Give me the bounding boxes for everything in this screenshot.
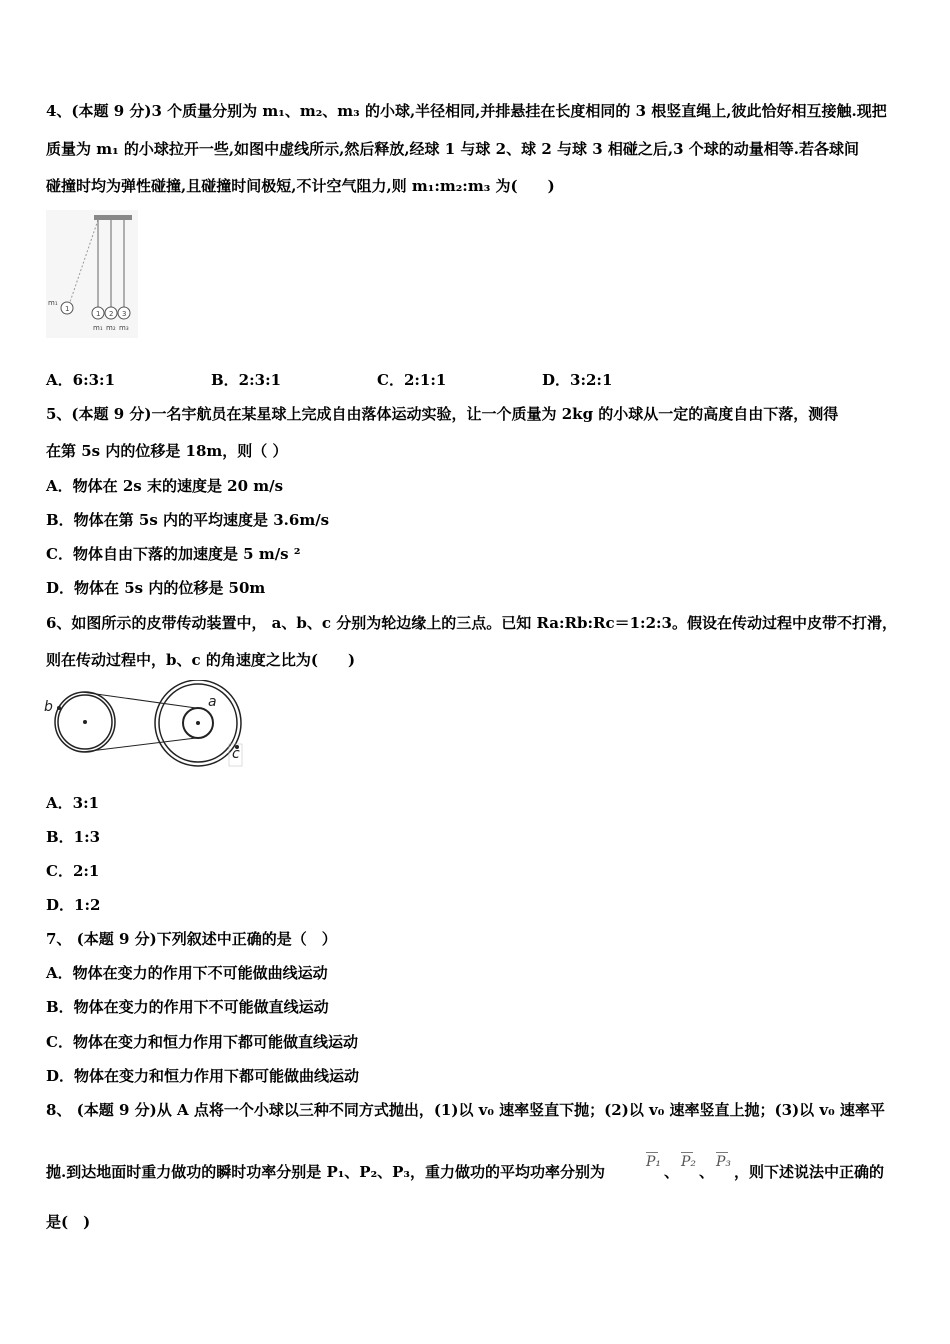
q4-option-a[interactable]: A．6:3:1 — [46, 371, 116, 389]
q4-line-1: 4、(本题 9 分)3 个质量分别为 m₁、m₂、m₃ 的小球,半径相同,并排悬挂在长度相同的 3 根竖直绳上,彼此恰好相互接触.现把 — [46, 102, 887, 120]
q6-line-1: 6、如图所示的皮带传动装置中， a、b、c 分别为轮边缘上的三点。已知 Ra:Rb:Rc＝1:2:3。假设在传动过程中皮带不打滑， — [46, 614, 897, 632]
mass-label-2: m₂ — [106, 324, 116, 332]
label-a: a — [208, 694, 217, 710]
q4-line-2: 质量为 m₁ 的小球拉开一些,如图中虚线所示,然后释放,经球 1 与球 2、球 2 与球 3 相碰之后,3 个球的动量相等.若各球间 — [46, 140, 859, 158]
q5-option-b[interactable]: B．物体在第 5s 内的平均速度是 3.6m/s — [46, 511, 330, 529]
q5-option-a[interactable]: A．物体在 2s 末的速度是 20 m/s — [46, 477, 284, 495]
q6-option-a[interactable]: A．3:1 — [46, 794, 100, 812]
ball-label-2: 2 — [109, 310, 114, 318]
q7-option-c[interactable]: C．物体在变力和恒力作用下都可能做直线运动 — [46, 1033, 358, 1051]
q4-line-3: 碰撞时均为弹性碰撞,且碰撞时间极短,不计空气阻力,则 m₁:m₂:m₃ 为( ) — [46, 177, 555, 195]
label-m1-displaced: m₁ — [48, 299, 58, 307]
ball-label-displaced: 1 — [65, 305, 70, 313]
q6-option-c[interactable]: C．2:1 — [46, 862, 100, 880]
belt-drive-figure — [40, 680, 245, 770]
q7-line-1: 7、 (本题 9 分)下列叙述中正确的是（ ） — [46, 930, 337, 948]
q6-option-d[interactable]: D．1:2 — [46, 896, 101, 914]
q8-line-3: 是( ) — [46, 1213, 91, 1231]
large-wheel-center — [196, 721, 200, 725]
p3-average-symbol: P₃ — [716, 1154, 732, 1170]
mass-label-1: m₁ — [93, 324, 103, 332]
mass-label-3: m₃ — [119, 324, 129, 332]
q4-option-d[interactable]: D．3:2:1 — [542, 371, 613, 389]
ball-label-3: 3 — [122, 310, 127, 318]
support-bar — [94, 215, 132, 220]
belt-top — [82, 692, 196, 708]
q8-line-2b: ，则下述说法中正确的 — [734, 1163, 885, 1181]
q4-option-b[interactable]: B．2:3:1 — [211, 371, 282, 389]
label-c: c — [232, 746, 240, 762]
ball-label-1: 1 — [96, 310, 101, 318]
small-wheel-center — [83, 720, 87, 724]
q7-option-a[interactable]: A．物体在变力的作用下不可能做曲线运动 — [46, 964, 328, 982]
q5-option-d[interactable]: D．物体在 5s 内的位移是 50m — [46, 579, 266, 597]
q7-option-b[interactable]: B．物体在变力的作用下不可能做直线运动 — [46, 998, 329, 1016]
q6-option-b[interactable]: B．1:3 — [46, 828, 101, 846]
point-b — [57, 706, 61, 710]
q8-line-2a: 抛.到达地面时重力做功的瞬时功率分别是 P₁、P₂、P₃，重力做功的平均功率分别为 — [46, 1163, 605, 1181]
q8-sep-2: 、 — [699, 1163, 715, 1181]
q4-option-c[interactable]: C．2:1:1 — [377, 371, 447, 389]
label-b: b — [44, 699, 53, 715]
pendulum-figure — [46, 210, 138, 338]
q8-sep-1: 、 — [664, 1163, 680, 1181]
q7-option-d[interactable]: D．物体在变力和恒力作用下都可能做曲线运动 — [46, 1067, 360, 1085]
q5-line-2: 在第 5s 内的位移是 18m，则（ ） — [46, 442, 288, 460]
q5-option-c[interactable]: C．物体自由下落的加速度是 5 m/s ² — [46, 545, 301, 563]
p2-average-symbol: P₂ — [681, 1154, 697, 1170]
q8-line-1: 8、 (本题 9 分)从 A 点将一个小球以三种不同方式抛出，(1)以 v₀ 速率竖直下抛；(2)以 v₀ 速率竖直上抛；(3)以 v₀ 速率平 — [46, 1101, 885, 1119]
q5-line-1: 5、(本题 9 分)一名宇航员在某星球上完成自由落体运动实验，让一个质量为 2kg 的小球从一定的高度自由下落，测得 — [46, 405, 839, 423]
p1-average-symbol: P₁ — [646, 1154, 662, 1170]
q6-line-2: 则在传动过程中，b、c 的角速度之比为( ) — [46, 651, 356, 669]
